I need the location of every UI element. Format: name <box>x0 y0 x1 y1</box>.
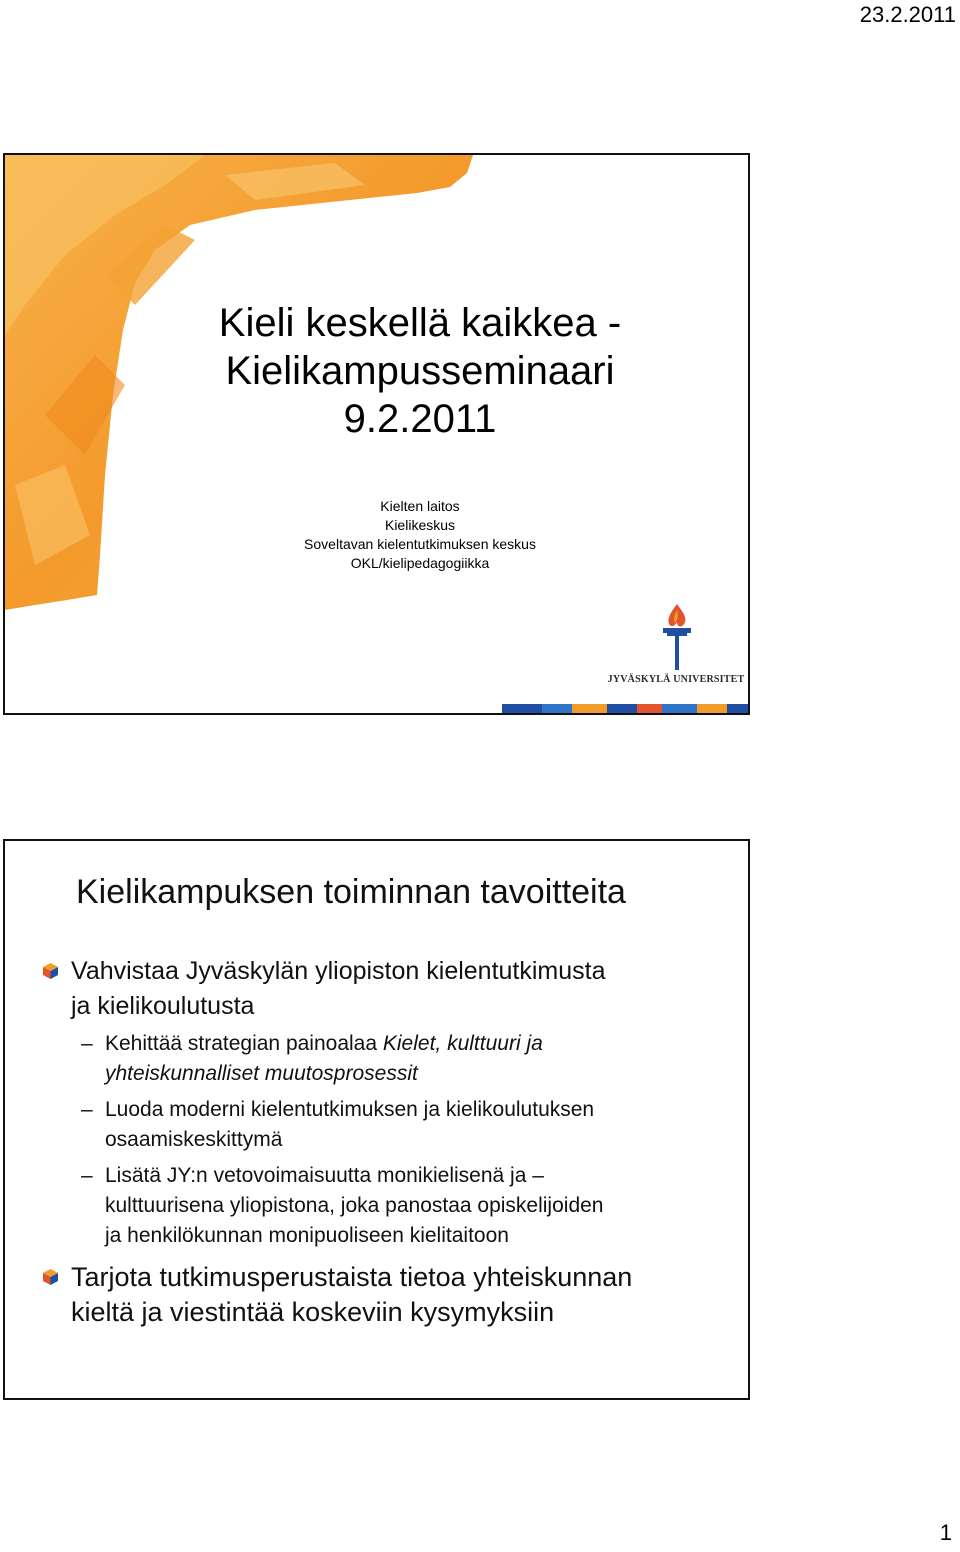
title-line: 9.2.2011 <box>343 397 497 441</box>
title-slide <box>3 153 750 715</box>
sub-bullet-text: ja henkilökunnan monipuoliseen kielitaitoon <box>105 1224 509 1247</box>
sub-bullet-item <box>81 1095 725 1155</box>
sub-bullet-item <box>81 1029 725 1089</box>
sub-bullet-text: Lisätä JY:n vetovoimaisuutta monikielisenä ja – <box>105 1164 544 1187</box>
sub-bullet-text: Kehittää strategian painoalaa Kielet, kulttuuri ja <box>105 1032 543 1055</box>
slide-title <box>155 299 685 443</box>
bullet-item <box>71 954 721 1024</box>
university-logo <box>603 602 749 692</box>
page-number: 1 <box>939 1520 952 1545</box>
sub-bullet-item <box>81 1161 725 1251</box>
torch-icon <box>657 602 697 672</box>
slide-title: Kielikampuksen toiminnan tavoitteita <box>76 873 626 911</box>
university-name: JYVÄSKYLÄ UNIVERSITET <box>607 674 745 685</box>
goals-slide <box>3 839 750 1400</box>
dash-marker: – <box>81 1164 93 1187</box>
organizer-item: Kielikeskus <box>384 517 456 533</box>
bullet-text: Vahvistaa Jyväskylän yliopiston kielentutkimusta <box>71 957 606 985</box>
organizer-list <box>235 497 605 573</box>
sub-bullet-text: osaamiskeskittymä <box>105 1128 283 1151</box>
orange-blue-cube-icon <box>43 963 58 979</box>
color-stripe <box>502 704 750 713</box>
bullet-text: ja kielikoulutusta <box>71 992 255 1020</box>
bullet-item <box>71 1260 721 1330</box>
dash-marker: – <box>81 1098 93 1121</box>
organizer-item: Kielten laitos <box>380 498 460 514</box>
sub-bullet-text: yhteiskunnalliset muutosprosessit <box>105 1062 418 1085</box>
title-line: Kielikampusseminaari <box>225 349 615 393</box>
bullet-text: kieltä ja viestintää koskeviin kysymyksiin <box>71 1297 555 1327</box>
print-date: 23.2.2011 <box>859 2 956 27</box>
sub-bullet-text: kulttuurisena yliopistona, joka panostaa opiskelijoiden <box>105 1194 604 1217</box>
organizer-item: OKL/kielipedagogiikka <box>350 555 490 571</box>
sub-bullet-text: Luoda moderni kielentutkimuksen ja kielikoulutuksen <box>105 1098 595 1121</box>
title-line: Kieli keskellä kaikkea - <box>218 301 622 345</box>
bullet-text: Tarjota tutkimusperustaista tietoa yhteiskunnan <box>71 1262 633 1292</box>
orange-blue-cube-icon <box>43 1269 58 1285</box>
organizer-item: Soveltavan kielentutkimuksen keskus <box>304 536 536 552</box>
dash-marker: – <box>81 1032 93 1055</box>
